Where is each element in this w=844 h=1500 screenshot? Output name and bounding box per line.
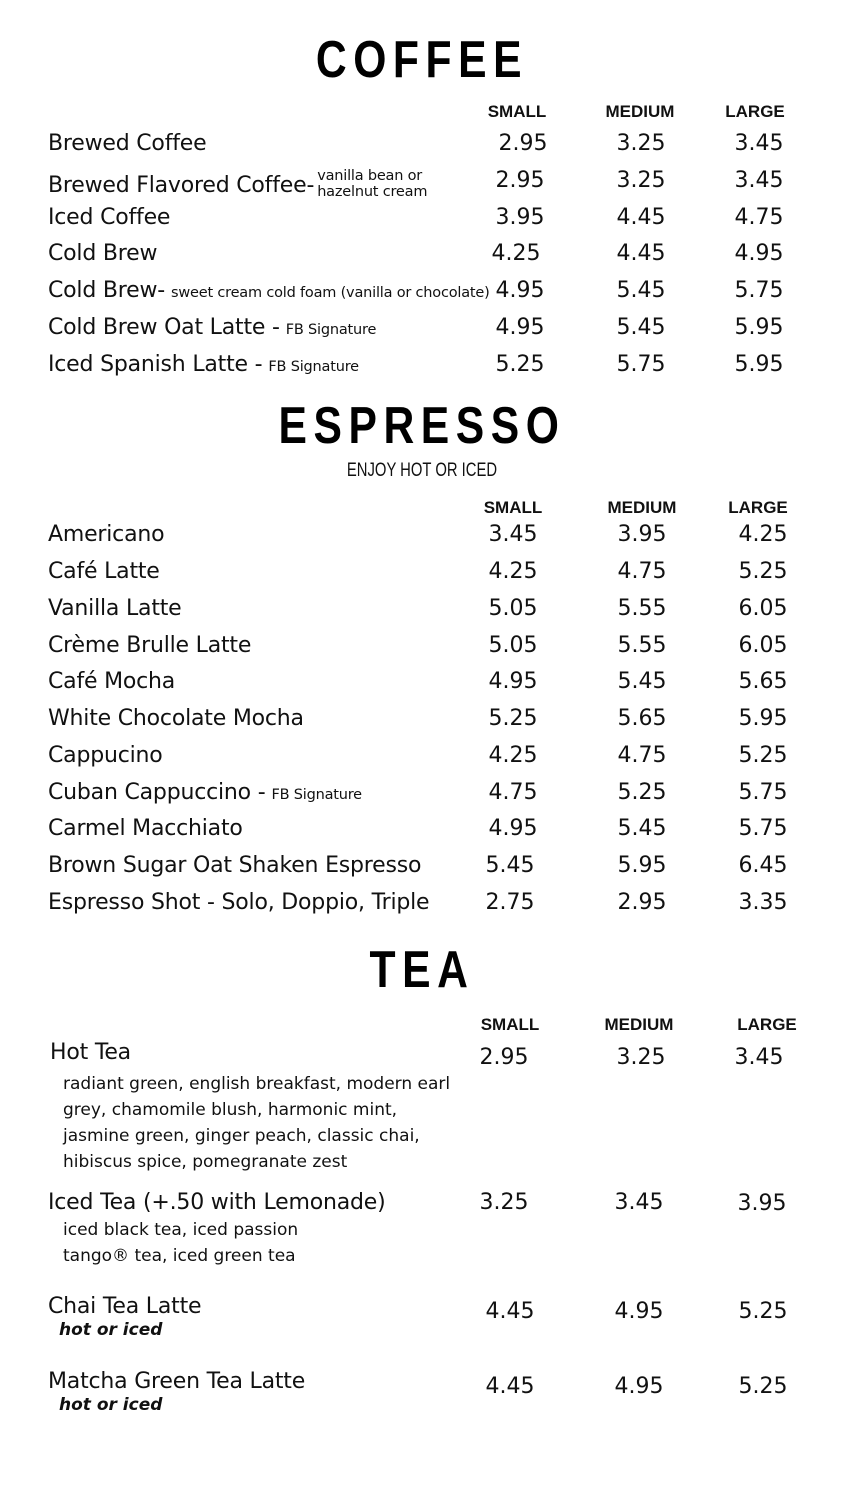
price-large: 3.45 xyxy=(734,1045,784,1070)
price-large: 5.95 xyxy=(734,315,784,340)
item-note-line2: hazelnut cream xyxy=(317,184,428,200)
price-small: 2.95 xyxy=(479,1045,529,1070)
price-large: 3.45 xyxy=(734,131,784,156)
price-medium: 3.45 xyxy=(614,1190,664,1215)
price-large: 5.95 xyxy=(734,352,784,377)
price-small: 4.75 xyxy=(488,780,538,805)
tea-size-large: LARGE xyxy=(737,1015,797,1034)
price-medium: 4.95 xyxy=(614,1299,664,1324)
menu-item-cafe-mocha xyxy=(48,669,175,694)
price-small: 2.95 xyxy=(498,131,548,156)
tea-title: TEA xyxy=(369,941,475,999)
price-large: 5.25 xyxy=(738,559,788,584)
espresso-size-medium: MEDIUM xyxy=(607,498,677,517)
coffee-size-large: LARGE xyxy=(725,102,785,121)
item-name: White Chocolate Mocha xyxy=(48,706,304,731)
coffee-size-small: SMALL xyxy=(487,102,547,121)
price-small: 5.05 xyxy=(488,633,538,658)
menu-item-brewed-flavored-coffee xyxy=(48,168,427,200)
price-small: 2.75 xyxy=(485,890,535,915)
price-small: 4.95 xyxy=(495,315,545,340)
description-line: radiant green, english breakfast, modern earl xyxy=(63,1074,451,1094)
price-large: 5.75 xyxy=(738,780,788,805)
price-large: 5.25 xyxy=(738,1374,788,1399)
menu-item-cold-brew-oat-latte xyxy=(48,315,376,340)
price-medium: 3.25 xyxy=(616,131,666,156)
price-medium: 5.25 xyxy=(617,780,667,805)
price-large: 6.05 xyxy=(738,596,788,621)
item-name: Cold Brew Oat Latte - xyxy=(48,315,280,340)
price-small: 5.25 xyxy=(488,706,538,731)
espresso-subtitle: ENJOY HOT OR ICED xyxy=(346,460,498,481)
item-note: sweet cream cold foam (vanilla or chocolate) xyxy=(171,285,490,301)
price-medium: 3.25 xyxy=(616,1045,666,1070)
price-medium: 4.75 xyxy=(617,559,667,584)
menu-item-creme-brulle-latte xyxy=(48,633,251,658)
description-line: jasmine green, ginger peach, classic chai, xyxy=(63,1126,420,1146)
price-small: 4.95 xyxy=(488,816,538,841)
price-medium: 2.95 xyxy=(617,890,667,915)
item-note: FB Signature xyxy=(271,787,362,803)
item-subtext: hot or iced xyxy=(59,1395,163,1415)
price-large: 5.25 xyxy=(738,1299,788,1324)
menu-item-iced-spanish-latte xyxy=(48,352,359,377)
price-large: 3.95 xyxy=(737,1191,787,1216)
price-small: 3.95 xyxy=(495,205,545,230)
item-name: Cold Brew xyxy=(48,241,158,266)
price-small: 5.05 xyxy=(488,596,538,621)
menu-item-white-chocolate-mocha xyxy=(48,706,304,731)
description-line: tango® tea, iced green tea xyxy=(63,1246,296,1266)
item-name: Espresso Shot - Solo, Doppio, Triple xyxy=(48,890,430,915)
item-name: Vanilla Latte xyxy=(48,596,182,621)
espresso-title: ESPRESSO xyxy=(278,397,566,455)
price-large: 3.35 xyxy=(738,890,788,915)
menu-item-iced-coffee xyxy=(48,205,170,230)
price-small: 4.45 xyxy=(485,1374,535,1399)
item-name: Brown Sugar Oat Shaken Espresso xyxy=(48,853,422,878)
coffee-size-medium: MEDIUM xyxy=(605,102,675,121)
item-name: Chai Tea Latte xyxy=(48,1294,202,1319)
price-large: 5.75 xyxy=(738,816,788,841)
price-small: 3.45 xyxy=(488,522,538,547)
price-large: 5.65 xyxy=(738,669,788,694)
price-large: 5.25 xyxy=(738,743,788,768)
price-small: 3.25 xyxy=(479,1190,529,1215)
menu-item-cuban-cappuccino xyxy=(48,780,362,805)
menu-item-hot-tea xyxy=(50,1040,131,1065)
menu-item-brown-sugar-oat-shaken-espresso xyxy=(48,853,421,878)
price-small: 5.45 xyxy=(485,853,535,878)
price-medium: 4.95 xyxy=(614,1374,664,1399)
espresso-size-small: SMALL xyxy=(483,498,543,517)
menu-item-matcha-green-tea-latte xyxy=(48,1369,305,1394)
item-note: FB Signature xyxy=(285,322,377,338)
price-large: 6.05 xyxy=(738,633,788,658)
price-large: 4.75 xyxy=(734,205,784,230)
price-medium: 5.55 xyxy=(617,633,667,658)
price-medium: 3.25 xyxy=(616,168,666,193)
item-note: FB Signature xyxy=(268,359,359,375)
item-name: Americano xyxy=(48,522,165,547)
price-medium: 5.95 xyxy=(617,853,667,878)
item-name: Cappucino xyxy=(48,743,163,768)
menu-item-americano xyxy=(48,522,164,547)
item-description xyxy=(63,1217,483,1269)
description-line: hibiscus spice, pomegranate zest xyxy=(63,1152,348,1172)
menu-item-iced-tea xyxy=(48,1190,385,1215)
menu-item-brewed-coffee xyxy=(48,131,206,156)
item-note-line1: vanilla bean or xyxy=(317,168,423,184)
item-name: Brewed Coffee xyxy=(48,131,207,156)
price-medium: 4.45 xyxy=(616,205,666,230)
menu-item-cafe-latte xyxy=(48,559,160,584)
price-medium: 5.45 xyxy=(617,816,667,841)
menu-item-espresso-shot xyxy=(48,890,429,915)
price-medium: 5.65 xyxy=(617,706,667,731)
description-line: iced black tea, iced passion xyxy=(63,1220,299,1240)
price-small: 4.25 xyxy=(491,241,541,266)
menu-item-vanilla-latte xyxy=(48,596,182,621)
espresso-size-large: LARGE xyxy=(728,498,788,517)
tea-size-medium: MEDIUM xyxy=(604,1015,674,1034)
item-name: Iced Tea (+.50 with Lemonade) xyxy=(48,1190,386,1215)
item-name: Crème Brulle Latte xyxy=(48,633,252,658)
price-small: 4.45 xyxy=(485,1299,535,1324)
price-medium: 5.75 xyxy=(616,352,666,377)
price-medium: 3.95 xyxy=(617,522,667,547)
price-small: 4.25 xyxy=(488,559,538,584)
price-small: 2.95 xyxy=(495,168,545,193)
tea-size-small: SMALL xyxy=(480,1015,540,1034)
item-name: Matcha Green Tea Latte xyxy=(48,1369,306,1394)
item-name: Iced Coffee xyxy=(48,205,171,230)
description-line: grey, chamomile blush, harmonic mint, xyxy=(63,1100,398,1120)
item-description xyxy=(63,1071,483,1175)
price-small: 4.95 xyxy=(495,278,545,303)
price-medium: 5.55 xyxy=(617,596,667,621)
price-medium: 5.45 xyxy=(617,669,667,694)
menu-item-cappucino xyxy=(48,743,163,768)
price-medium: 4.75 xyxy=(617,743,667,768)
menu-item-cold-brew-foam xyxy=(48,278,490,303)
price-large: 6.45 xyxy=(738,853,788,878)
price-medium: 5.45 xyxy=(616,315,666,340)
item-name: Iced Spanish Latte - xyxy=(48,352,263,377)
coffee-title: COFFEE xyxy=(315,31,529,89)
price-large: 4.25 xyxy=(738,522,788,547)
price-large: 3.45 xyxy=(734,168,784,193)
item-name: Brewed Flavored Coffee- xyxy=(48,173,315,198)
price-small: 4.95 xyxy=(488,669,538,694)
item-name: Café Mocha xyxy=(48,669,176,694)
item-name: Cold Brew- xyxy=(48,278,166,303)
item-name: Carmel Macchiato xyxy=(48,816,243,841)
menu-item-chai-tea-latte xyxy=(48,1294,201,1319)
item-name: Cuban Cappuccino - xyxy=(48,780,266,805)
item-name: Hot Tea xyxy=(50,1040,131,1065)
item-name: Café Latte xyxy=(48,559,160,584)
price-medium: 5.45 xyxy=(616,278,666,303)
price-small: 5.25 xyxy=(495,352,545,377)
price-large: 4.95 xyxy=(734,241,784,266)
price-large: 5.95 xyxy=(738,706,788,731)
price-large: 5.75 xyxy=(734,278,784,303)
item-subtext: hot or iced xyxy=(59,1320,163,1340)
price-small: 4.25 xyxy=(488,743,538,768)
item-note xyxy=(317,168,427,200)
menu-item-carmel-macchiato xyxy=(48,816,243,841)
menu-item-cold-brew xyxy=(48,241,157,266)
price-medium: 4.45 xyxy=(616,241,666,266)
